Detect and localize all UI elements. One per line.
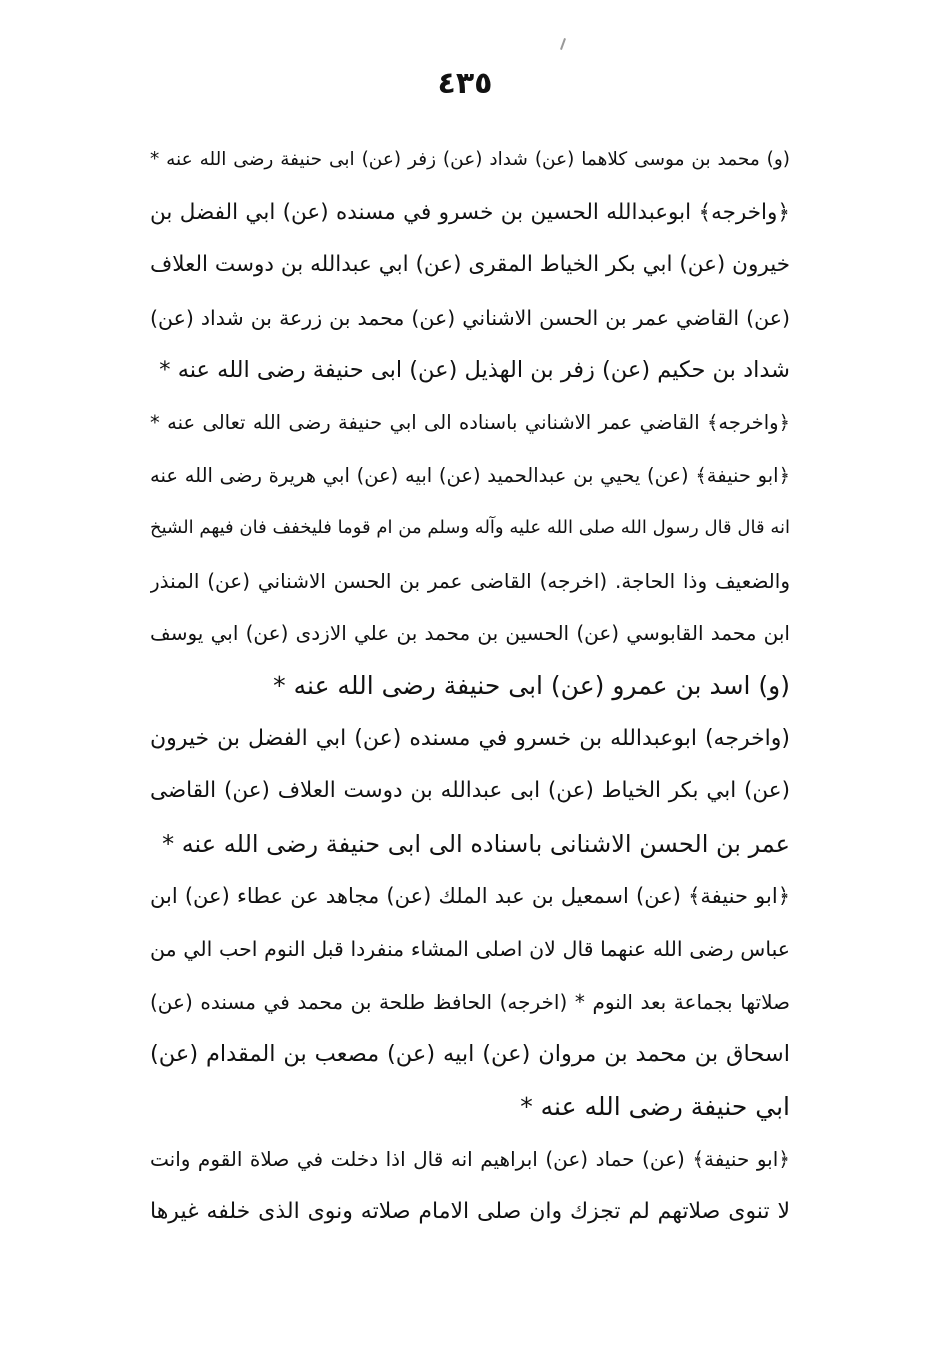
- text-line: شداد بن حكيم (عن) زفر بن الهذيل (عن) ابى حنيفة رضى الله عنه *: [159, 357, 790, 384]
- text-line: صلاتها بجماعة بعد النوم * (اخرجه) الحافظ طلحة بن محمد في مسنده (عن): [150, 989, 790, 1014]
- scan-mark: [560, 38, 566, 50]
- text-line: (و) اسد بن عمرو (عن) ابى حنيفة رضى الله عنه *: [273, 670, 790, 700]
- text-line: (عن) القاضي عمر بن الحسن الاشناني (عن) محمد بن زرعة بن شداد (عن): [150, 305, 790, 330]
- text-line: (عن) ابي بكر الخياط (عن) ابى عبدالله بن دوست العلاف (عن) القاضى: [150, 778, 790, 804]
- text-line: لا تنوى صلاتهم لم تجزك وان صلى الامام صلاته ونوى الذى خلفه غيرها: [150, 1198, 790, 1224]
- text-line: ابن محمد القابوسي (عن) الحسين بن محمد بن علي الازدى (عن) ابي يوسف: [150, 621, 790, 646]
- text-line: اسحاق بن محمد بن مروان (عن) ابيه (عن) مصعب بن المقدام (عن): [150, 1041, 790, 1068]
- text-line: عمر بن الحسن الاشنانى باسناده الى ابى حنيفة رضى الله عنه *: [162, 829, 790, 858]
- text-line: انه قال قال رسول الله صلى الله عليه وآله وسلم من ام قوما فليخفف فان فيهم الشيخ: [150, 517, 790, 539]
- text-line: والضعيف وذا الحاجة. (اخرجه) القاضى عمر بن الحسن الاشناني (عن) المنذر: [150, 568, 790, 593]
- text-line: ﴿ابو حنيفة﴾ (عن) يحيي بن عبدالحميد (عن) ابيه (عن) ابي هريرة رضى الله عنه: [150, 463, 790, 487]
- text-line: (و) محمد بن موسى كلاهما (عن) شداد (عن) زفر (عن) ابى حنيفة رضى الله عنه *: [150, 149, 790, 170]
- text-line: ﴿واخرجه﴾ القاضي عمر الاشناني باسناده الى ابي حنيفة رضى الله تعالى عنه *: [150, 410, 790, 434]
- body-text: [150, 134, 790, 1238]
- text-line: خيرون (عن) ابي بكر الخياط المقرى (عن) ابي عبدالله بن دوست العلاف: [150, 252, 790, 278]
- text-line: عباس رضى الله عنهما قال لان اصلى المشاء منفردا قبل النوم احب الي من: [150, 936, 790, 961]
- text-line: ﴿واخرجه﴾ ابوعبدالله الحسين بن خسرو في مسنده (عن) ابي الفضل بن: [150, 199, 790, 225]
- text-line: ﴿ابو حنيفة﴾ (عن) اسمعيل بن عبد الملك (عن) مجاهد عن عطاء (عن) ابن: [150, 884, 790, 909]
- page-number: ٤٣٥: [437, 66, 493, 101]
- text-line: (واخرجه) ابوعبدالله بن خسرو في مسنده (عن) ابي الفضل بن خيرون: [150, 725, 790, 751]
- text-line: ﴿ابو حنيفة﴾ (عن) حماد (عن) ابراهيم انه قال اذا دخلت في صلاة القوم وانت: [150, 1147, 790, 1172]
- text-line: ابي حنيفة رضى الله عنه *: [520, 1091, 790, 1121]
